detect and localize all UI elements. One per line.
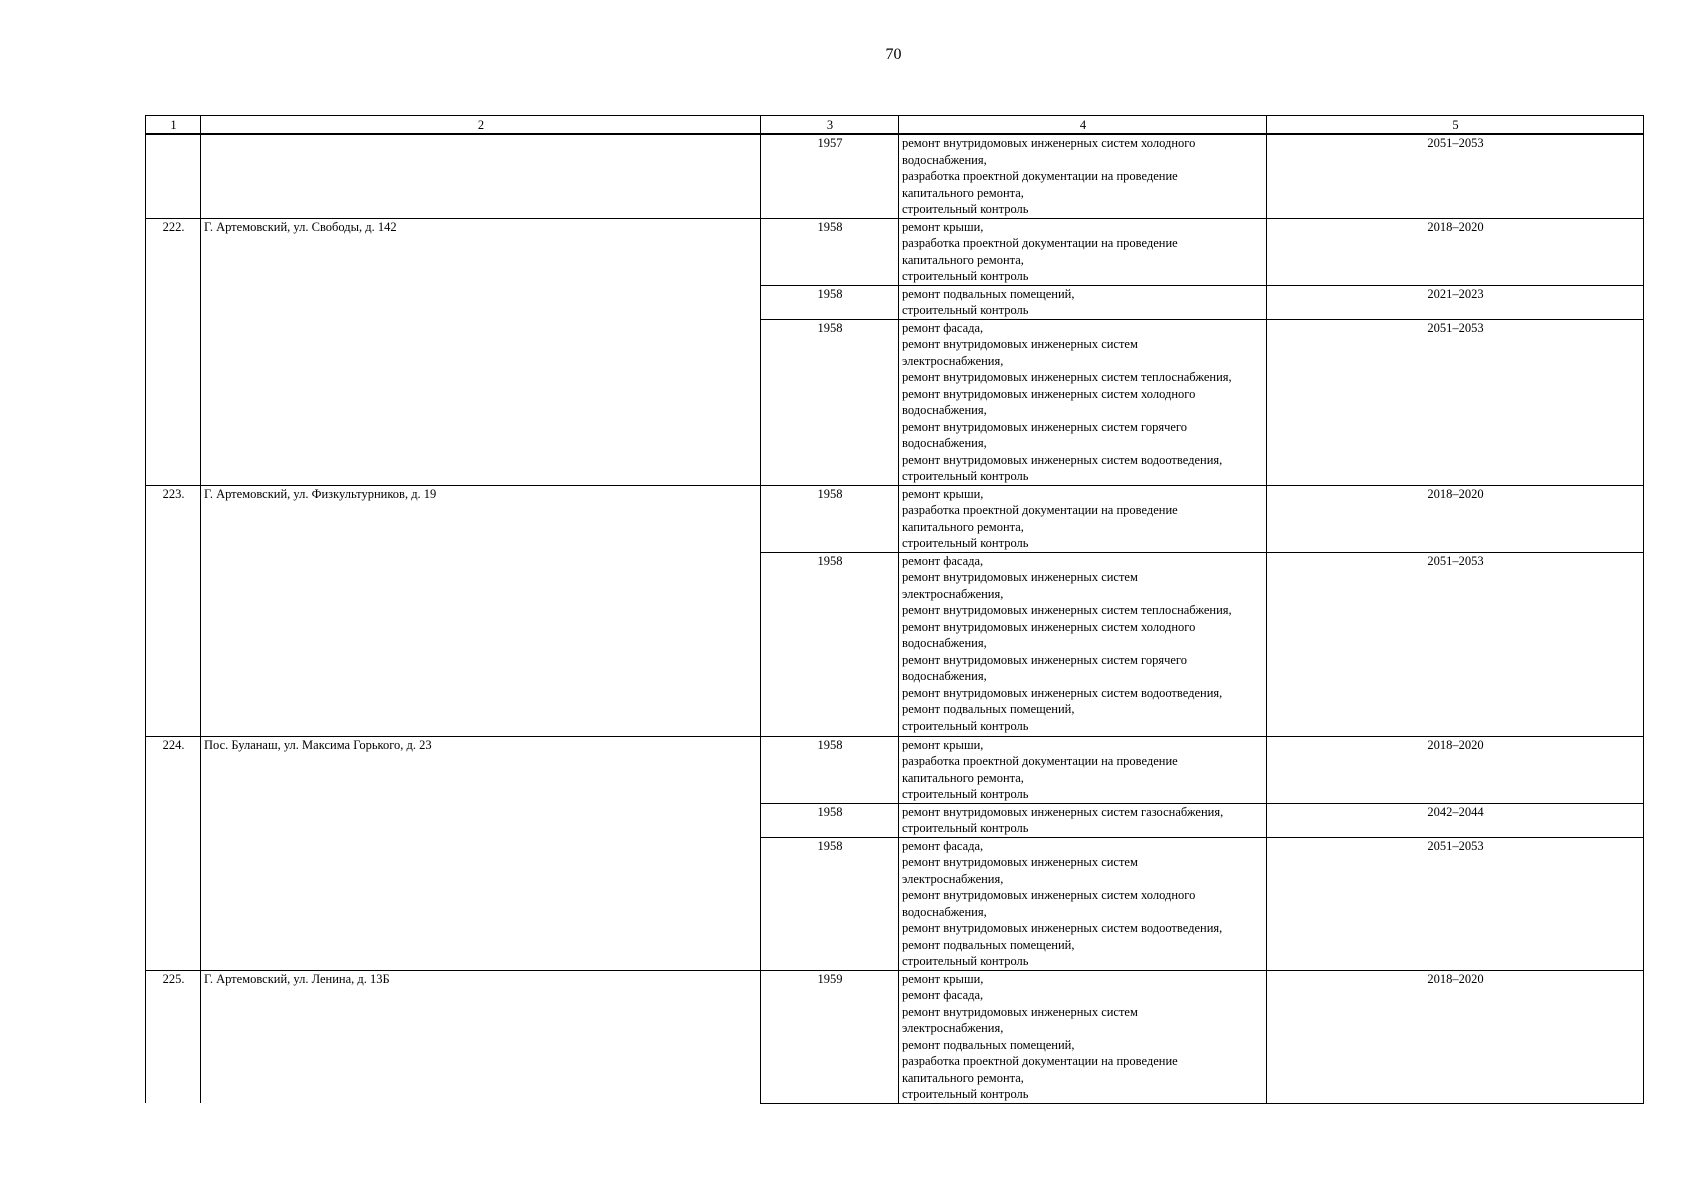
period-cell: 2051–2053 xyxy=(1267,134,1644,218)
table-row xyxy=(146,736,1644,803)
row-number-cell xyxy=(146,134,201,218)
table-header-row xyxy=(146,116,1644,135)
works-cell: ремонт фасада, ремонт внутридомовых инженерных систем электроснабжения, ремонт внутридомовых инженерных систем холодного водоснабжения, ремонт внутридомовых инженерных систем водоотведения, ремонт подвальных помещений, строительный контроль xyxy=(899,837,1267,970)
column-header-2: 2 xyxy=(201,116,761,135)
address-cell: Г. Артемовский, ул. Ленина, д. 13Б xyxy=(201,970,761,1103)
works-cell: ремонт крыши, ремонт фасада, ремонт внутридомовых инженерных систем электроснабжения, ремонт подвальных помещений, разработка проектной документации на проведение капитального ремонта, строительный контроль xyxy=(899,970,1267,1103)
year-cell: 1958 xyxy=(761,736,899,803)
column-header-5: 5 xyxy=(1267,116,1644,135)
table-row xyxy=(146,218,1644,285)
period-cell: 2018–2020 xyxy=(1267,485,1644,552)
address-cell xyxy=(201,134,761,218)
year-cell: 1959 xyxy=(761,970,899,1103)
works-cell: ремонт внутридомовых инженерных систем холодного водоснабжения, разработка проектной документации на проведение капитального ремонта, строительный контроль xyxy=(899,134,1267,218)
period-cell: 2051–2053 xyxy=(1267,319,1644,485)
page-number: 70 xyxy=(885,46,902,63)
works-cell: ремонт крыши, разработка проектной документации на проведение капитального ремонта, строительный контроль xyxy=(899,485,1267,552)
period-cell: 2018–2020 xyxy=(1267,736,1644,803)
year-cell: 1957 xyxy=(761,134,899,218)
period-cell: 2021–2023 xyxy=(1267,285,1644,319)
period-cell: 2018–2020 xyxy=(1267,218,1644,285)
works-cell: ремонт внутридомовых инженерных систем газоснабжения, строительный контроль xyxy=(899,803,1267,837)
table-row xyxy=(146,970,1644,1103)
year-cell: 1958 xyxy=(761,218,899,285)
year-cell: 1958 xyxy=(761,552,899,736)
works-cell: ремонт фасада, ремонт внутридомовых инженерных систем электроснабжения, ремонт внутридомовых инженерных систем теплоснабжения, ремонт внутридомовых инженерных систем холодного водоснабжения, ремонт внутридомовых инженерных систем горячего водоснабжения, ремонт внутридомовых инженерных систем водоотведения, ремонт подвальных помещений, строительный контроль xyxy=(899,552,1267,736)
table-row xyxy=(146,485,1644,552)
year-cell: 1958 xyxy=(761,803,899,837)
column-header-3: 3 xyxy=(761,116,899,135)
year-cell: 1958 xyxy=(761,837,899,970)
row-number-cell: 225. xyxy=(146,970,201,1103)
column-header-4: 4 xyxy=(899,116,1267,135)
table-row xyxy=(146,134,1644,218)
period-cell: 2051–2053 xyxy=(1267,552,1644,736)
address-cell: Г. Артемовский, ул. Физкультурников, д. 19 xyxy=(201,485,761,736)
year-cell: 1958 xyxy=(761,319,899,485)
year-cell: 1958 xyxy=(761,285,899,319)
works-cell: ремонт фасада, ремонт внутридомовых инженерных систем электроснабжения, ремонт внутридомовых инженерных систем теплоснабжения, ремонт внутридомовых инженерных систем холодного водоснабжения, ремонт внутридомовых инженерных систем горячего водоснабжения, ремонт внутридомовых инженерных систем водоотведения, строительный контроль xyxy=(899,319,1267,485)
period-cell: 2051–2053 xyxy=(1267,837,1644,970)
capital-repair-table xyxy=(145,115,1644,1104)
works-cell: ремонт крыши, разработка проектной документации на проведение капитального ремонта, строительный контроль xyxy=(899,736,1267,803)
works-cell: ремонт подвальных помещений, строительный контроль xyxy=(899,285,1267,319)
row-number-cell: 222. xyxy=(146,218,201,485)
period-cell: 2042–2044 xyxy=(1267,803,1644,837)
row-number-cell: 224. xyxy=(146,736,201,970)
period-cell: 2018–2020 xyxy=(1267,970,1644,1103)
address-cell: Г. Артемовский, ул. Свободы, д. 142 xyxy=(201,218,761,485)
year-cell: 1958 xyxy=(761,485,899,552)
row-number-cell: 223. xyxy=(146,485,201,736)
address-cell: Пос. Буланаш, ул. Максима Горького, д. 23 xyxy=(201,736,761,970)
column-header-1: 1 xyxy=(146,116,201,135)
works-cell: ремонт крыши, разработка проектной документации на проведение капитального ремонта, строительный контроль xyxy=(899,218,1267,285)
